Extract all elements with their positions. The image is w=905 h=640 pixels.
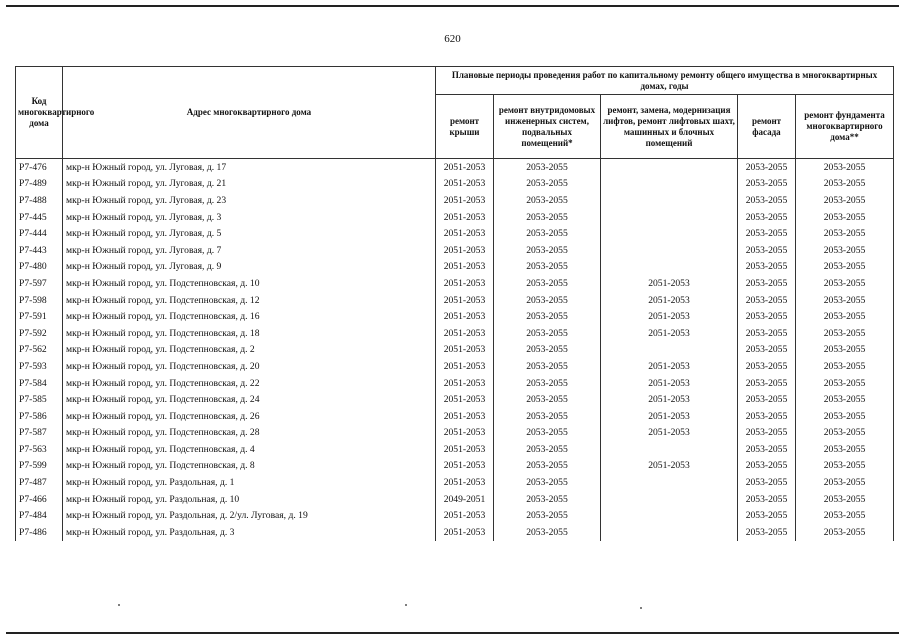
cell-facade: 2053-2055: [738, 292, 796, 309]
cell-lifts: [601, 524, 738, 541]
cell-foundation: 2053-2055: [796, 308, 894, 325]
cell-lifts: [601, 441, 738, 458]
table-row: [16, 441, 894, 458]
cell-facade: 2053-2055: [738, 474, 796, 491]
header-facade: ремонт фасада: [738, 95, 796, 159]
cell-roof: 2049-2051: [436, 491, 494, 508]
cell-facade: 2053-2055: [738, 425, 796, 442]
capital-repair-table: [15, 66, 894, 541]
cell-address: мкр-н Южный город, ул. Подстепновская, д. 2: [63, 342, 436, 359]
cell-facade: 2053-2055: [738, 259, 796, 276]
table-row: [16, 159, 894, 176]
cell-foundation: 2053-2055: [796, 209, 894, 226]
cell-roof: 2051-2053: [436, 209, 494, 226]
cell-systems: 2053-2055: [494, 325, 601, 342]
cell-foundation: 2053-2055: [796, 342, 894, 359]
cell-code: Р7-476: [16, 159, 63, 176]
cell-lifts: 2051-2053: [601, 275, 738, 292]
cell-roof: 2051-2053: [436, 458, 494, 475]
table-row: [16, 358, 894, 375]
cell-code: Р7-480: [16, 259, 63, 276]
page-number: 620: [444, 33, 461, 45]
cell-address: мкр-н Южный город, ул. Луговая, д. 5: [63, 225, 436, 242]
cell-code: Р7-444: [16, 225, 63, 242]
cell-roof: 2051-2053: [436, 225, 494, 242]
cell-roof: 2051-2053: [436, 159, 494, 176]
cell-lifts: 2051-2053: [601, 308, 738, 325]
cell-code: Р7-592: [16, 325, 63, 342]
table-row: [16, 342, 894, 359]
header-roof: ремонт крыши: [436, 95, 494, 159]
cell-systems: 2053-2055: [494, 358, 601, 375]
cell-lifts: [601, 176, 738, 193]
table-row: [16, 491, 894, 508]
cell-facade: 2053-2055: [738, 358, 796, 375]
cell-lifts: [601, 242, 738, 259]
cell-systems: 2053-2055: [494, 458, 601, 475]
cell-facade: 2053-2055: [738, 375, 796, 392]
cell-foundation: 2053-2055: [796, 491, 894, 508]
cell-facade: 2053-2055: [738, 192, 796, 209]
cell-code: Р7-593: [16, 358, 63, 375]
cell-facade: 2053-2055: [738, 225, 796, 242]
cell-address: мкр-н Южный город, ул. Подстепновская, д. 26: [63, 408, 436, 425]
cell-code: Р7-587: [16, 425, 63, 442]
cell-systems: 2053-2055: [494, 242, 601, 259]
header-lifts: ремонт, замена, модернизация лифтов, ремонт лифтовых шахт, машинных и блочных помещений: [601, 95, 738, 159]
cell-code: Р7-489: [16, 176, 63, 193]
cell-roof: 2051-2053: [436, 391, 494, 408]
cell-code: Р7-598: [16, 292, 63, 309]
scan-speck: [118, 604, 120, 606]
header-foundation: ремонт фундамента многоквартирного дома**: [796, 95, 894, 159]
table-row: [16, 292, 894, 309]
cell-systems: 2053-2055: [494, 391, 601, 408]
cell-roof: 2051-2053: [436, 292, 494, 309]
cell-systems: 2053-2055: [494, 425, 601, 442]
cell-address: мкр-н Южный город, ул. Раздольная, д. 2/ул. Луговая, д. 19: [63, 507, 436, 524]
table-row: [16, 192, 894, 209]
cell-lifts: 2051-2053: [601, 408, 738, 425]
cell-systems: 2053-2055: [494, 308, 601, 325]
table-row: [16, 325, 894, 342]
cell-foundation: 2053-2055: [796, 458, 894, 475]
cell-address: мкр-н Южный город, ул. Луговая, д. 23: [63, 192, 436, 209]
cell-lifts: [601, 192, 738, 209]
cell-address: мкр-н Южный город, ул. Подстепновская, д. 4: [63, 441, 436, 458]
cell-systems: 2053-2055: [494, 474, 601, 491]
cell-code: Р7-487: [16, 474, 63, 491]
table-row: [16, 507, 894, 524]
cell-lifts: 2051-2053: [601, 292, 738, 309]
scan-speck: [405, 604, 407, 606]
cell-facade: 2053-2055: [738, 159, 796, 176]
cell-foundation: 2053-2055: [796, 524, 894, 541]
cell-code: Р7-599: [16, 458, 63, 475]
cell-lifts: [601, 474, 738, 491]
cell-address: мкр-н Южный город, ул. Подстепновская, д. 8: [63, 458, 436, 475]
cell-systems: 2053-2055: [494, 225, 601, 242]
table-row: [16, 474, 894, 491]
table-row: [16, 308, 894, 325]
cell-foundation: 2053-2055: [796, 358, 894, 375]
cell-foundation: 2053-2055: [796, 259, 894, 276]
cell-facade: 2053-2055: [738, 524, 796, 541]
cell-roof: 2051-2053: [436, 192, 494, 209]
cell-address: мкр-н Южный город, ул. Подстепновская, д. 16: [63, 308, 436, 325]
table-row: [16, 225, 894, 242]
cell-code: Р7-563: [16, 441, 63, 458]
cell-foundation: 2053-2055: [796, 507, 894, 524]
cell-address: мкр-н Южный город, ул. Подстепновская, д. 12: [63, 292, 436, 309]
table-row: [16, 242, 894, 259]
cell-facade: 2053-2055: [738, 242, 796, 259]
cell-roof: 2051-2053: [436, 358, 494, 375]
cell-address: мкр-н Южный город, ул. Раздольная, д. 3: [63, 524, 436, 541]
cell-lifts: [601, 209, 738, 226]
cell-foundation: 2053-2055: [796, 176, 894, 193]
cell-address: мкр-н Южный город, ул. Подстепновская, д. 10: [63, 275, 436, 292]
table-row: [16, 275, 894, 292]
cell-facade: 2053-2055: [738, 408, 796, 425]
cell-foundation: 2053-2055: [796, 242, 894, 259]
cell-systems: 2053-2055: [494, 507, 601, 524]
cell-lifts: 2051-2053: [601, 425, 738, 442]
cell-code: Р7-484: [16, 507, 63, 524]
cell-lifts: [601, 159, 738, 176]
cell-facade: 2053-2055: [738, 458, 796, 475]
cell-roof: 2051-2053: [436, 474, 494, 491]
cell-roof: 2051-2053: [436, 259, 494, 276]
cell-lifts: 2051-2053: [601, 375, 738, 392]
cell-facade: 2053-2055: [738, 325, 796, 342]
cell-roof: 2051-2053: [436, 524, 494, 541]
cell-code: Р7-597: [16, 275, 63, 292]
cell-roof: 2051-2053: [436, 325, 494, 342]
bottom-border-line: [6, 632, 899, 634]
cell-foundation: 2053-2055: [796, 441, 894, 458]
cell-lifts: [601, 507, 738, 524]
cell-systems: 2053-2055: [494, 524, 601, 541]
header-code: Код многоквартирного дома: [16, 67, 63, 159]
cell-systems: 2053-2055: [494, 159, 601, 176]
cell-roof: 2051-2053: [436, 176, 494, 193]
table-row: [16, 408, 894, 425]
cell-systems: 2053-2055: [494, 192, 601, 209]
cell-address: мкр-н Южный город, ул. Луговая, д. 21: [63, 176, 436, 193]
header-systems: ремонт внутридомовых инженерных систем, подвальных помещений*: [494, 95, 601, 159]
cell-address: мкр-н Южный город, ул. Подстепновская, д. 24: [63, 391, 436, 408]
cell-systems: 2053-2055: [494, 176, 601, 193]
table-row: [16, 176, 894, 193]
cell-code: Р7-443: [16, 242, 63, 259]
cell-foundation: 2053-2055: [796, 292, 894, 309]
cell-roof: 2051-2053: [436, 507, 494, 524]
cell-foundation: 2053-2055: [796, 425, 894, 442]
cell-code: Р7-445: [16, 209, 63, 226]
cell-foundation: 2053-2055: [796, 408, 894, 425]
cell-address: мкр-н Южный город, ул. Подстепновская, д. 22: [63, 375, 436, 392]
cell-lifts: 2051-2053: [601, 325, 738, 342]
table-row: [16, 458, 894, 475]
cell-code: Р7-466: [16, 491, 63, 508]
table-row: [16, 524, 894, 541]
cell-facade: 2053-2055: [738, 209, 796, 226]
cell-code: Р7-486: [16, 524, 63, 541]
header-periods: Плановые периоды проведения работ по капитальному ремонту общего имущества в многоквартирных домах, годы: [436, 67, 894, 95]
cell-address: мкр-н Южный город, ул. Луговая, д. 7: [63, 242, 436, 259]
cell-roof: 2051-2053: [436, 425, 494, 442]
cell-foundation: 2053-2055: [796, 474, 894, 491]
cell-lifts: [601, 259, 738, 276]
scan-speck: [640, 607, 642, 609]
cell-code: Р7-585: [16, 391, 63, 408]
cell-code: Р7-584: [16, 375, 63, 392]
cell-facade: 2053-2055: [738, 176, 796, 193]
cell-lifts: [601, 491, 738, 508]
cell-foundation: 2053-2055: [796, 192, 894, 209]
cell-systems: 2053-2055: [494, 375, 601, 392]
table-row: [16, 391, 894, 408]
table-row: [16, 425, 894, 442]
cell-foundation: 2053-2055: [796, 275, 894, 292]
table-row: [16, 375, 894, 392]
cell-facade: 2053-2055: [738, 391, 796, 408]
cell-systems: 2053-2055: [494, 292, 601, 309]
cell-facade: 2053-2055: [738, 507, 796, 524]
cell-roof: 2051-2053: [436, 342, 494, 359]
cell-systems: 2053-2055: [494, 259, 601, 276]
cell-facade: 2053-2055: [738, 441, 796, 458]
cell-facade: 2053-2055: [738, 491, 796, 508]
cell-address: мкр-н Южный город, ул. Раздольная, д. 10: [63, 491, 436, 508]
cell-foundation: 2053-2055: [796, 391, 894, 408]
cell-address: мкр-н Южный город, ул. Луговая, д. 3: [63, 209, 436, 226]
table-row: [16, 259, 894, 276]
cell-systems: 2053-2055: [494, 491, 601, 508]
cell-roof: 2051-2053: [436, 242, 494, 259]
cell-roof: 2051-2053: [436, 441, 494, 458]
cell-roof: 2051-2053: [436, 308, 494, 325]
cell-lifts: [601, 225, 738, 242]
cell-address: мкр-н Южный город, ул. Луговая, д. 9: [63, 259, 436, 276]
cell-code: Р7-562: [16, 342, 63, 359]
cell-foundation: 2053-2055: [796, 159, 894, 176]
cell-roof: 2051-2053: [436, 275, 494, 292]
table-row: [16, 209, 894, 226]
top-border-line: [6, 5, 899, 7]
cell-address: мкр-н Южный город, ул. Подстепновская, д. 20: [63, 358, 436, 375]
cell-foundation: 2053-2055: [796, 375, 894, 392]
cell-facade: 2053-2055: [738, 342, 796, 359]
table-body: [16, 159, 894, 541]
cell-systems: 2053-2055: [494, 209, 601, 226]
cell-code: Р7-591: [16, 308, 63, 325]
cell-systems: 2053-2055: [494, 441, 601, 458]
cell-systems: 2053-2055: [494, 275, 601, 292]
cell-lifts: 2051-2053: [601, 458, 738, 475]
cell-roof: 2051-2053: [436, 375, 494, 392]
cell-lifts: [601, 342, 738, 359]
cell-facade: 2053-2055: [738, 308, 796, 325]
cell-systems: 2053-2055: [494, 342, 601, 359]
cell-roof: 2051-2053: [436, 408, 494, 425]
cell-lifts: 2051-2053: [601, 358, 738, 375]
cell-foundation: 2053-2055: [796, 325, 894, 342]
cell-code: Р7-586: [16, 408, 63, 425]
cell-address: мкр-н Южный город, ул. Раздольная, д. 1: [63, 474, 436, 491]
cell-facade: 2053-2055: [738, 275, 796, 292]
cell-address: мкр-н Южный город, ул. Подстепновская, д. 28: [63, 425, 436, 442]
cell-foundation: 2053-2055: [796, 225, 894, 242]
header-address: Адрес многоквартирного дома: [63, 67, 436, 159]
cell-address: мкр-н Южный город, ул. Луговая, д. 17: [63, 159, 436, 176]
cell-systems: 2053-2055: [494, 408, 601, 425]
cell-code: Р7-488: [16, 192, 63, 209]
cell-address: мкр-н Южный город, ул. Подстепновская, д. 18: [63, 325, 436, 342]
cell-lifts: 2051-2053: [601, 391, 738, 408]
